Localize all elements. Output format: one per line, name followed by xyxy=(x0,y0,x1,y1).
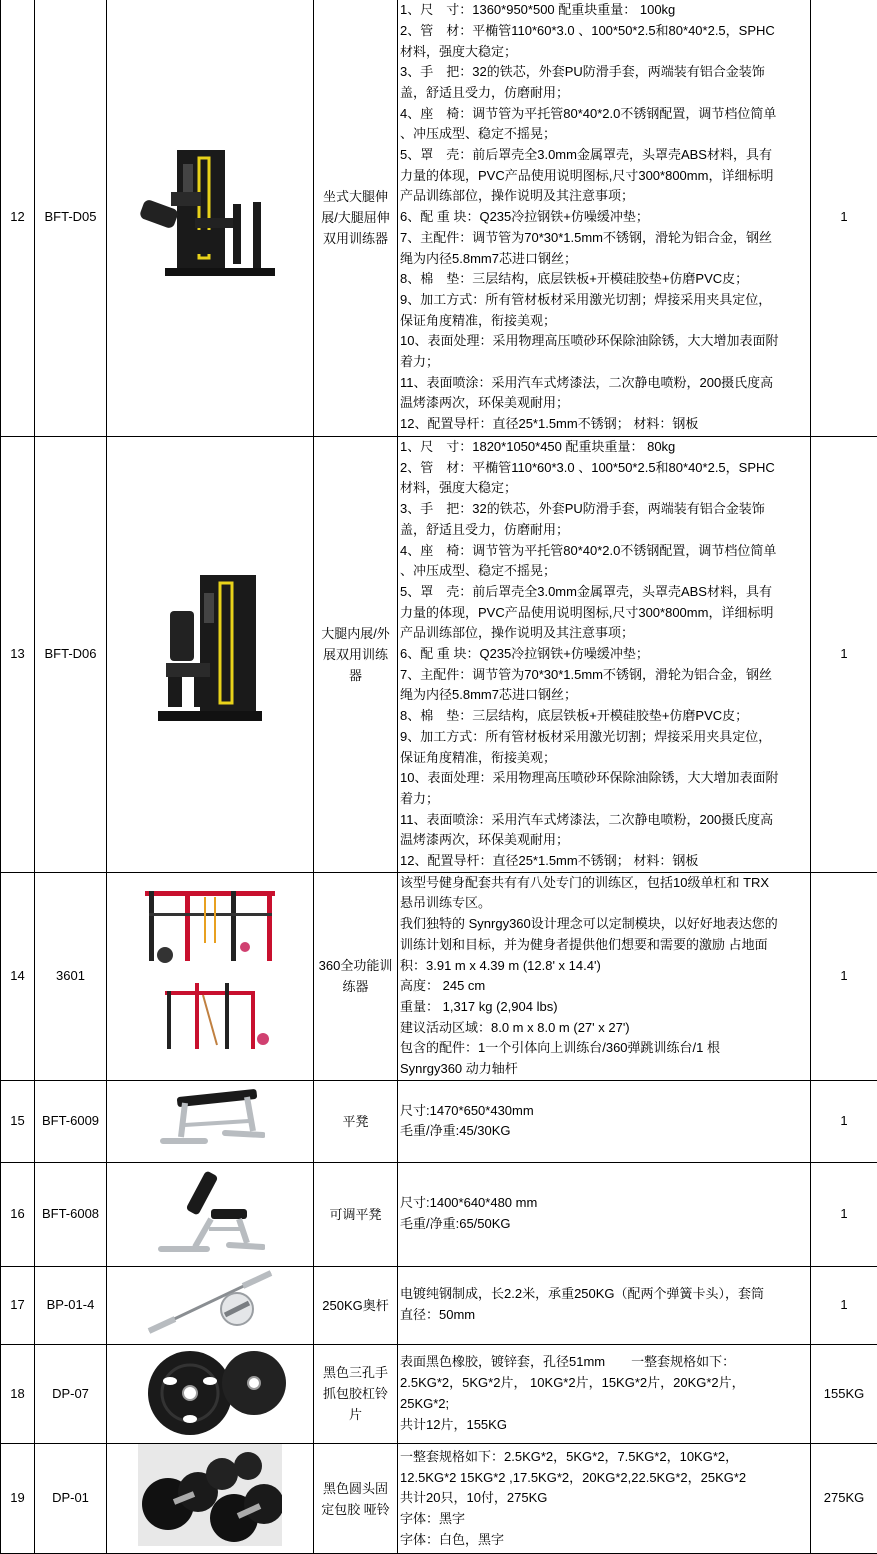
adjustable-bench-image xyxy=(155,1163,265,1259)
leg-extension-machine-image xyxy=(135,144,285,284)
spec-line: 盖，舒适且受力，仿磨耐用； xyxy=(400,83,808,104)
quantity: 1 xyxy=(811,1162,877,1266)
row-number: 18 xyxy=(1,1344,35,1444)
product-spec xyxy=(398,1344,811,1444)
quantity: 155KG xyxy=(811,1344,877,1444)
product-spec xyxy=(398,437,811,873)
product-spec xyxy=(398,0,811,437)
model-code: BFT-6009 xyxy=(35,1080,107,1162)
spec-line: 该型号健身配套共有有八处专门的训练区，包括10级单杠和 TRX xyxy=(400,873,808,894)
quantity: 1 xyxy=(811,1266,877,1344)
spec-line: 5、罩 壳：前后罩壳全3.0mm金属罩壳，头罩壳ABS材料，具有 xyxy=(400,145,808,166)
product-image-cell xyxy=(107,1162,314,1266)
spec-line: 字体：白色，黑字 xyxy=(400,1530,808,1551)
spec-line: 7、主配件：调节管为70*30*1.5mm不锈钢，滑轮为铝合金，钢丝 xyxy=(400,665,808,686)
model-code: BFT-D06 xyxy=(35,437,107,873)
spec-line: 绳为内径5.8mm7芯进口钢丝； xyxy=(400,249,808,270)
product-image-cell xyxy=(107,0,314,437)
spec-line: 高度： 245 cm xyxy=(400,976,808,997)
dumbbells-image xyxy=(138,1444,282,1546)
spec-line: 6、配 重 块：Q235冷拉钢铁+仿噪缓冲垫； xyxy=(400,644,808,665)
spec-line: 共计20只，10付，275KG xyxy=(400,1488,808,1509)
spec-line: 毛重/净重:45/30KG xyxy=(400,1121,808,1142)
spec-line: 10、表面处理：采用物理高压喷砂环保除油除锈，大大增加表面附 xyxy=(400,768,808,789)
spec-line: 1、尺 寸：1360*950*500 配重块重量： 100kg xyxy=(400,0,808,21)
row-number: 14 xyxy=(1,872,35,1080)
spec-line: 尺寸:1400*640*480 mm xyxy=(400,1193,808,1214)
spec-line: 产品训练部位，操作说明及其注意事项； xyxy=(400,186,808,207)
spec-line: 保证角度精准，衔接美观； xyxy=(400,311,808,332)
spec-line: 建议活动区域：8.0 m x 8.0 m (27' x 27') xyxy=(400,1018,808,1039)
spec-line: 尺寸:1470*650*430mm xyxy=(400,1101,808,1122)
flat-bench-image xyxy=(155,1085,265,1151)
spec-line: 字体：黑字 xyxy=(400,1509,808,1530)
table-row xyxy=(1,1162,877,1266)
product-spec xyxy=(398,1444,811,1554)
quantity: 1 xyxy=(811,437,877,873)
model-code: BFT-D05 xyxy=(35,0,107,437)
product-image-cell xyxy=(107,872,314,1080)
spec-line: 11、表面喷涂：采用汽车式烤漆法，二次静电喷粉，200摄氏度高 xyxy=(400,810,808,831)
spec-line: 8、棉 垫：三层结构，底层铁板+开模硅胶垫+仿磨PVC皮； xyxy=(400,706,808,727)
spec-line: 盖，舒适且受力，仿磨耐用； xyxy=(400,520,808,541)
spec-line: 温烤漆两次，环保美观耐用； xyxy=(400,393,808,414)
quantity: 1 xyxy=(811,872,877,1080)
model-code: DP-01 xyxy=(35,1444,107,1554)
spec-line: Synrgy360 动力轴杆 xyxy=(400,1059,808,1080)
quantity: 1 xyxy=(811,0,877,437)
spec-line: 毛重/净重:65/50KG xyxy=(400,1214,808,1235)
spec-line: 2、管 材：平椭管110*60*3.0 、100*50*2.5和80*40*2.5，SPHC xyxy=(400,458,808,479)
spec-line: 4、座 椅：调节管为平托管80*40*2.0不锈钢配置，调节档位简单 xyxy=(400,104,808,125)
spec-line: 力量的体现，PVC产品使用说明图标,尺寸300*800mm，详细标明 xyxy=(400,603,808,624)
quantity: 1 xyxy=(811,1080,877,1162)
row-number: 12 xyxy=(1,0,35,437)
spec-line: 3、手 把：32的铁芯，外套PU防滑手套，两端装有铝合金装饰 xyxy=(400,62,808,83)
spec-line: 重量： 1,317 kg (2,904 lbs) xyxy=(400,997,808,1018)
product-spec xyxy=(398,1080,811,1162)
spec-line: 、冲压成型、稳定不摇晃； xyxy=(400,124,808,145)
spec-line: 25KG*2; xyxy=(400,1394,808,1415)
spec-line: 5、罩 壳：前后罩壳全3.0mm金属罩壳，头罩壳ABS材料，具有 xyxy=(400,582,808,603)
quantity: 275KG xyxy=(811,1444,877,1554)
spec-line: 包含的配件：1一个引体向上训练台/360弹跳训练台/1 根 xyxy=(400,1038,808,1059)
spec-line: 11、表面喷涂：采用汽车式烤漆法，二次静电喷粉，200摄氏度高 xyxy=(400,373,808,394)
table-row xyxy=(1,1444,877,1554)
spec-line: 积：3.91 m x 4.39 m (12.8' x 14.4') xyxy=(400,956,808,977)
spec-line: 9、加工方式：所有管材板材采用激光切割；焊接采用夹具定位， xyxy=(400,727,808,748)
product-image-cell xyxy=(107,437,314,873)
spec-line: 电镀纯钢制成，长2.2米，承重250KG（配两个弹簧卡头），套筒 xyxy=(400,1284,808,1305)
spec-line: 12、配置导杆：直径25*1.5mm不锈钢； 材料：钢板 xyxy=(400,414,808,435)
spec-line: 8、棉 垫：三层结构，底层铁板+开模硅胶垫+仿磨PVC皮； xyxy=(400,269,808,290)
row-number: 17 xyxy=(1,1266,35,1344)
spec-line: 力量的体现，PVC产品使用说明图标,尺寸300*800mm，详细标明 xyxy=(400,166,808,187)
product-image-cell xyxy=(107,1266,314,1344)
spec-line: 我们独特的 Synrgy360设计理念可以定制模块，以好好地表达您的 xyxy=(400,914,808,935)
row-number: 16 xyxy=(1,1162,35,1266)
spec-line: 温烤漆两次，环保美观耐用； xyxy=(400,830,808,851)
spec-line: 7、主配件：调节管为70*30*1.5mm不锈钢，滑轮为铝合金，钢丝 xyxy=(400,228,808,249)
row-number: 15 xyxy=(1,1080,35,1162)
spec-line: 材料，强度大稳定； xyxy=(400,42,808,63)
spec-line: 共计12片，155KG xyxy=(400,1415,808,1436)
product-spec xyxy=(398,1162,811,1266)
spec-line: 着力； xyxy=(400,352,808,373)
spec-line: 着力； xyxy=(400,789,808,810)
spec-line: 2.5KG*2，5KG*2片， 10KG*2片，15KG*2片，20KG*2片， xyxy=(400,1373,808,1394)
spec-line: 产品训练部位，操作说明及其注意事项； xyxy=(400,623,808,644)
product-image-cell xyxy=(107,1344,314,1444)
table-row xyxy=(1,1344,877,1444)
functional-rig-image xyxy=(135,883,285,1063)
model-code: DP-07 xyxy=(35,1344,107,1444)
spec-line: 保证角度精准，衔接美观； xyxy=(400,748,808,769)
spec-line: 12.5KG*2 15KG*2 ,17.5KG*2，20KG*2,22.5KG*2，25KG*2 xyxy=(400,1468,808,1489)
product-image-cell xyxy=(107,1444,314,1554)
product-name: 360全功能训练器 xyxy=(314,872,398,1080)
table-row xyxy=(1,1080,877,1162)
model-code: BP-01-4 xyxy=(35,1266,107,1344)
product-name: 250KG奥杆 xyxy=(314,1266,398,1344)
product-name: 平凳 xyxy=(314,1080,398,1162)
spec-line: 10、表面处理：采用物理高压喷砂环保除油除锈，大大增加表面附 xyxy=(400,331,808,352)
olympic-bar-image xyxy=(145,1269,275,1335)
spec-line: 2、管 材：平椭管110*60*3.0 、100*50*2.5和80*40*2.5，SPHC xyxy=(400,21,808,42)
spec-line: 直径：50mm xyxy=(400,1305,808,1326)
spec-line: 绳为内径5.8mm7芯进口钢丝； xyxy=(400,685,808,706)
spec-line: 、冲压成型、稳定不摇晃； xyxy=(400,561,808,582)
model-code: BFT-6008 xyxy=(35,1162,107,1266)
table-row xyxy=(1,1266,877,1344)
table-row xyxy=(1,0,877,437)
spec-line: 表面黑色橡胶，镀锌套，孔径51mm 一整套规格如下： xyxy=(400,1352,808,1373)
spec-line: 悬吊训练专区。 xyxy=(400,893,808,914)
product-name: 坐式大腿伸展/大腿屈伸双用训练器 xyxy=(314,0,398,437)
spec-line: 1、尺 寸：1820*1050*450 配重块重量： 80kg xyxy=(400,437,808,458)
product-spec xyxy=(398,872,811,1080)
spec-line: 训练计划和目标，并为健身者提供他们想要和需要的激励 占地面 xyxy=(400,935,808,956)
spec-line: 6、配 重 块：Q235冷拉钢铁+仿噪缓冲垫； xyxy=(400,207,808,228)
product-name: 黑色圆头固定包胶 哑铃 xyxy=(314,1444,398,1554)
table-row xyxy=(1,437,877,873)
product-name: 大腿内展/外展双用训练器 xyxy=(314,437,398,873)
row-number: 19 xyxy=(1,1444,35,1554)
model-code: 3601 xyxy=(35,872,107,1080)
spec-line: 9、加工方式：所有管材板材采用激光切割；焊接采用夹具定位， xyxy=(400,290,808,311)
spec-line: 一整套规格如下：2.5KG*2，5KG*2，7.5KG*2，10KG*2， xyxy=(400,1447,808,1468)
weight-plates-image xyxy=(128,1345,292,1437)
spec-line: 材料，强度大稳定； xyxy=(400,478,808,499)
spec-line: 12、配置导杆：直径25*1.5mm不锈钢； 材料：钢板 xyxy=(400,851,808,872)
product-name: 黑色三孔手抓包胶杠铃片 xyxy=(314,1344,398,1444)
table-row xyxy=(1,872,877,1080)
row-number: 13 xyxy=(1,437,35,873)
product-spec xyxy=(398,1266,811,1344)
hip-abductor-machine-image xyxy=(150,571,270,731)
product-name: 可调平凳 xyxy=(314,1162,398,1266)
spec-line: 3、手 把：32的铁芯，外套PU防滑手套，两端装有铝合金装饰 xyxy=(400,499,808,520)
product-image-cell xyxy=(107,1080,314,1162)
spec-line: 4、座 椅：调节管为平托管80*40*2.0不锈钢配置，调节档位简单 xyxy=(400,541,808,562)
